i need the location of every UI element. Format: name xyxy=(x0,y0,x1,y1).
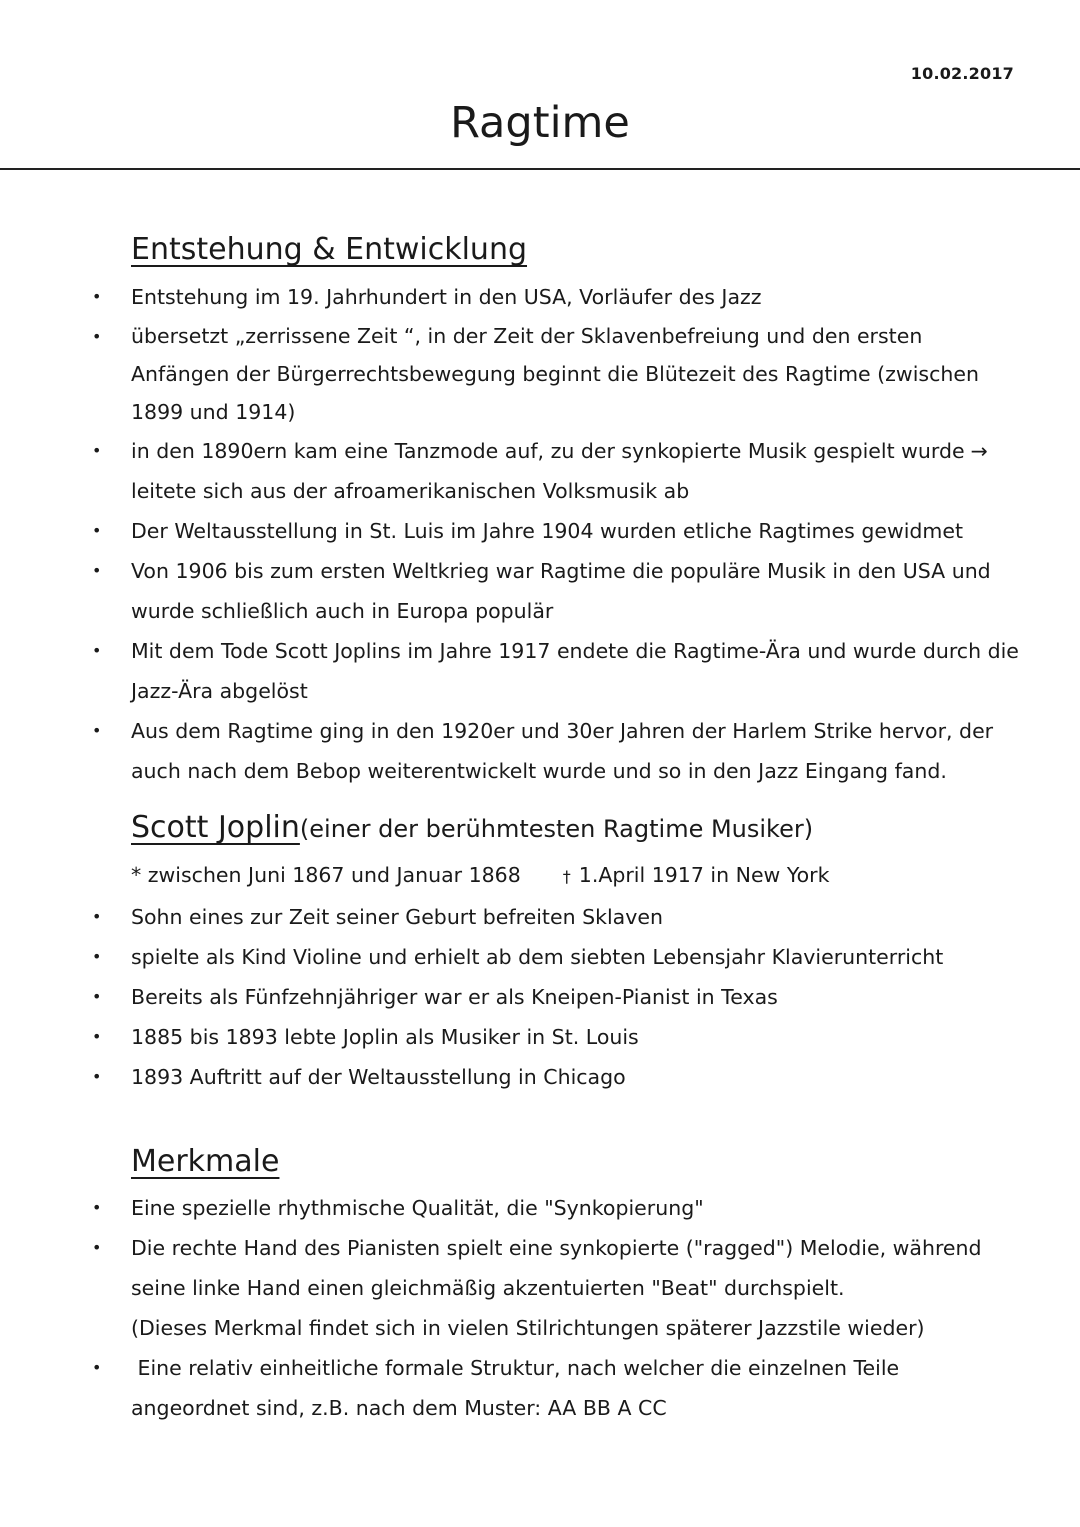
bullet-list xyxy=(0,277,1080,791)
section-heading-text: Entstehung & Entwicklung xyxy=(131,232,528,267)
bullet-icon: • xyxy=(92,441,102,460)
arrow-right-icon: → xyxy=(970,439,988,463)
list-item xyxy=(0,551,1080,631)
bullet-icon: • xyxy=(92,907,102,926)
bullet-icon: • xyxy=(92,947,102,966)
section-heading-suffix: (einer der berühmtesten Ragtime Musiker) xyxy=(299,815,814,843)
section-scott-joplin xyxy=(0,808,1080,1097)
death-date xyxy=(563,863,830,887)
list-item-text: Eine spezielle rhythmische Qualität, die "Synkopierung" xyxy=(131,1196,704,1220)
list-item-text: Eine relativ einheitliche formale Struktur, nach welcher die einzelnen Teile angeordnet sind, z.B. nach dem Muster: AA BB A CC xyxy=(131,1356,906,1420)
bullet-icon: • xyxy=(92,1238,102,1257)
list-item xyxy=(0,631,1080,711)
list-item-text: 1885 bis 1893 lebte Joplin als Musiker in St. Louis xyxy=(131,1025,639,1049)
list-item-text: Entstehung im 19. Jahrhundert in den USA, Vorläufer des Jazz xyxy=(131,285,762,309)
bullet-icon: • xyxy=(92,641,102,660)
title-divider xyxy=(0,168,1080,170)
list-item xyxy=(0,1057,1080,1097)
section-heading xyxy=(131,808,1080,849)
section-heading xyxy=(131,1142,1080,1182)
page-title: Ragtime xyxy=(450,98,630,148)
list-item xyxy=(0,1348,1080,1428)
cross-icon: † xyxy=(562,867,571,886)
section-heading xyxy=(131,230,1080,270)
bullet-icon: • xyxy=(92,561,102,580)
list-item-text: übersetzt „zerrissene Zeit “, in der Zeit der Sklavenbefreiung und den ersten Anfängen der Bürgerrechtsbewegung beginnt die Blütezeit des Ragtime (zwischen 1899 und 1914) xyxy=(131,324,979,424)
bullet-icon: • xyxy=(92,327,102,346)
list-item xyxy=(0,897,1080,937)
list-item xyxy=(0,317,1080,431)
list-item-text: Die rechte Hand des Pianisten spielt eine synkopierte ("ragged") Melodie, während seine linke Hand einen gleichmäßig akzentuierten "Beat" durchspielt. xyxy=(131,1236,982,1300)
bullet-icon: • xyxy=(92,1198,102,1217)
list-item xyxy=(0,1228,1080,1348)
date: 10.02.2017 xyxy=(910,64,1014,83)
list-item xyxy=(0,511,1080,551)
list-item xyxy=(0,277,1080,317)
bullet-icon: • xyxy=(92,1027,102,1046)
list-item-text: Der Weltausstellung in St. Luis im Jahre 1904 wurden etliche Ragtimes gewidmet xyxy=(131,519,964,543)
section-merkmale xyxy=(0,1142,1080,1428)
list-item-text: spielte als Kind Violine und erhielt ab dem siebten Lebensjahr Klavierunterricht xyxy=(131,945,944,969)
list-item-text: Sohn eines zur Zeit seiner Geburt befreiten Sklaven xyxy=(131,905,663,929)
death-date-text: 1.April 1917 in New York xyxy=(578,863,830,887)
bullet-icon: • xyxy=(92,721,102,740)
bullet-icon: • xyxy=(92,287,102,306)
bullet-icon: • xyxy=(92,521,102,540)
section-entstehung xyxy=(0,230,1080,791)
list-item xyxy=(0,711,1080,791)
list-item xyxy=(0,431,1080,511)
list-item-text: in den 1890ern kam eine Tanzmode auf, zu der synkopierte Musik gespielt wurde xyxy=(131,439,965,463)
list-item-text: Von 1906 bis zum ersten Weltkrieg war Ragtime die populäre Musik in den USA und wurde schließlich auch in Europa populär xyxy=(131,559,991,623)
life-dates xyxy=(0,855,1080,897)
bullet-list xyxy=(0,1188,1080,1428)
list-item-note: (Dieses Merkmal findet sich in vielen Stilrichtungen späterer Jazzstile wieder) xyxy=(131,1316,925,1340)
bullet-icon: • xyxy=(92,1358,102,1377)
list-item xyxy=(0,1017,1080,1057)
section-heading-text: Scott Joplin xyxy=(131,810,300,845)
section-heading-text: Merkmale xyxy=(131,1144,280,1179)
list-item xyxy=(0,977,1080,1017)
list-item-continuation: leitete sich aus der afroamerikanischen Volksmusik ab xyxy=(131,479,690,503)
bullet-icon: • xyxy=(92,1067,102,1086)
bullet-icon: • xyxy=(92,987,102,1006)
list-item xyxy=(0,1188,1080,1228)
list-item xyxy=(0,937,1080,977)
list-item-text: Mit dem Tode Scott Joplins im Jahre 1917 endete die Ragtime-Ära und wurde durch die Jazz-Ära abgelöst xyxy=(131,639,1019,703)
list-item-text: Bereits als Fünfzehnjähriger war er als Kneipen-Pianist in Texas xyxy=(131,985,778,1009)
bullet-list xyxy=(0,897,1080,1097)
list-item-text: 1893 Auftritt auf der Weltausstellung in Chicago xyxy=(131,1065,626,1089)
birth-date: * zwischen Juni 1867 und Januar 1868 xyxy=(131,863,521,887)
list-item-text: Aus dem Ragtime ging in den 1920er und 30er Jahren der Harlem Strike hervor, der auch nach dem Bebop weiterentwickelt wurde und so in den Jazz Eingang fand. xyxy=(131,719,994,783)
